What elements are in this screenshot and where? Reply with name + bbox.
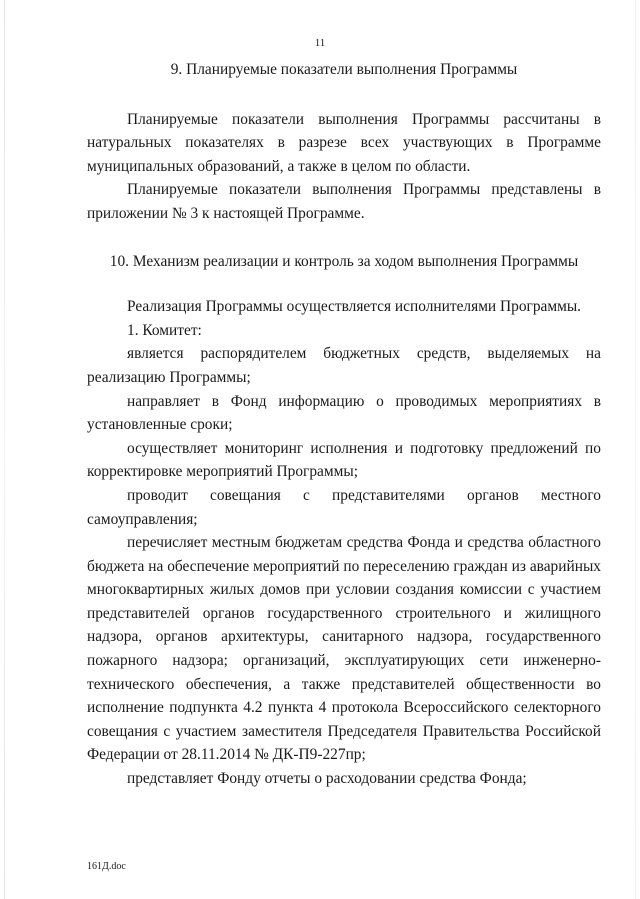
duty-item: является распорядителем бюджетных средств, выделяемых на реализацию Программы; bbox=[87, 345, 601, 386]
section-10-item-1-title: 1. Комитет: bbox=[127, 321, 202, 339]
section-9-paragraph-1: Планируемые показатели выполнения Программы рассчитаны в натуральных показателях в разрезе всех участвующих в Программе муниципальных образований, а также в целом по области. bbox=[87, 110, 601, 175]
section-10-heading: 10. Механизм реализации и контроль за ходом выполнения Программы bbox=[109, 252, 579, 270]
duty-item: проводит совещания с представителями органов местного самоуправления; bbox=[87, 486, 601, 528]
section-9-paragraph-2: Планируемые показатели выполнения Программы представлены в приложении № 3 к настоящей Программе. bbox=[87, 181, 601, 222]
document-body bbox=[87, 58, 601, 791]
section-9-heading: 9. Планируемые показатели выполнения Программы bbox=[170, 61, 518, 78]
scan-edge-left bbox=[4, 0, 5, 899]
duty-item: направляет в Фонд информацию о проводимых мероприятиях в установленные сроки; bbox=[87, 392, 601, 434]
section-10-intro: Реализация Программы осуществляется исполнителями Программы. bbox=[127, 298, 582, 316]
scan-edge-right bbox=[635, 0, 636, 899]
duty-item: перечисляет местным бюджетам средства Фонда и средства областного бюджета на обеспечение мероприятий по переселению граждан из аварийных многоквартирных жилых домов при условии создания комиссии с участием представителей органов государственного строительного и жилищного надзора, органов архитектуры, санитарного надзора, государственного пожарного надзора; организаций, эксплуатирующих сети инженерно-технического обеспечения, а также представителей общественности во исполнение подпункта 4.2 пункта 4 протокола Всероссийского селекторного совещания с участием заместителя Председателя Правительства Российской Федерации от 28.11.2014 № ДК-П9-227пр; bbox=[87, 534, 601, 764]
duty-item: осуществляет мониторинг исполнения и подготовку предложений по корректировке мероприятий Программы; bbox=[87, 439, 601, 481]
file-name-footer: 161Д.doc bbox=[87, 861, 126, 872]
duty-item: представляет Фонду отчеты о расходовании средства Фонда; bbox=[127, 770, 527, 788]
page-number: 11 bbox=[314, 37, 326, 49]
